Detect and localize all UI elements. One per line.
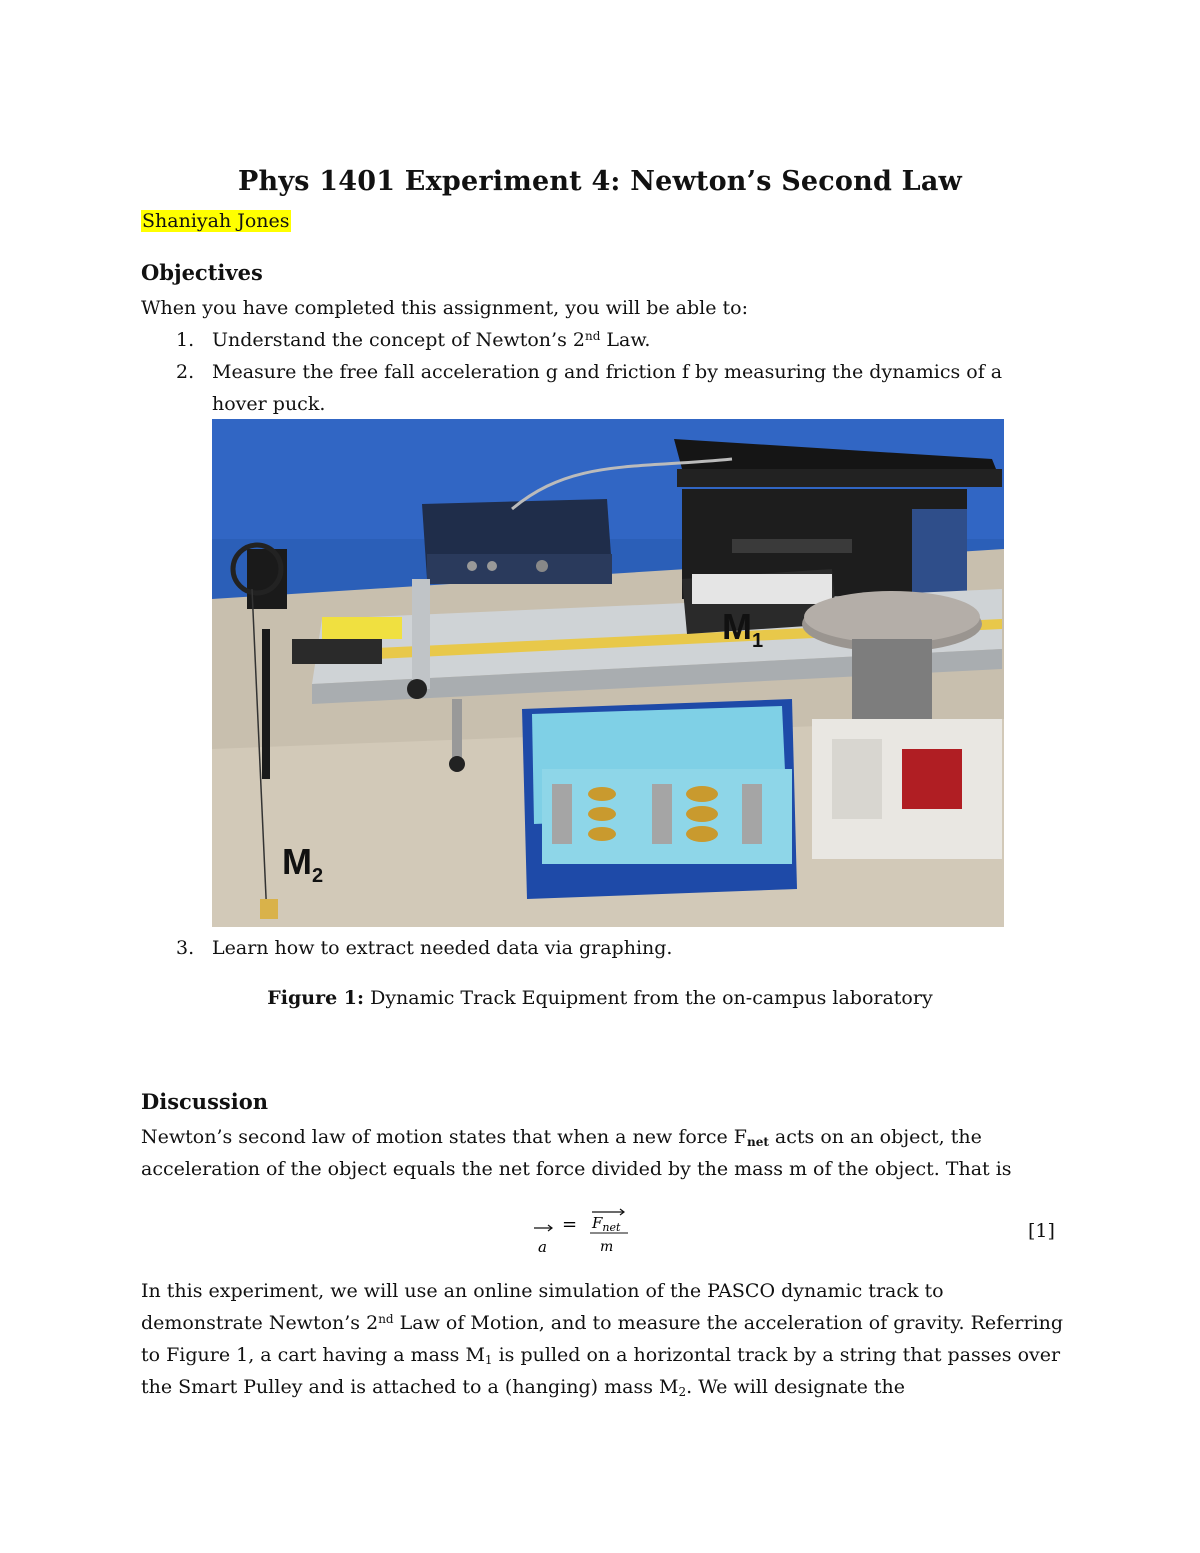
objectives-intro: When you have completed this assignment, you will be able to:	[141, 297, 748, 319]
figure-label-m2: $M_2$	[282, 841, 324, 887]
discussion-paragraph-2: In this experiment, we will use an online simulation of the PASCO dynamic track to demonstrate Newton’s 2nd Law of Motion, and to measure the acceleration of gravity. Referring to Figure 1, a cart having a mass $M_1$ is pulled on a horizontal track by a string that passes over the Smart Pulley and is attached to a (hanging) mass $M_2$. We will designate the	[141, 1280, 1064, 1399]
list-item: 3. Learn how to extract needed data via graphing.	[176, 937, 673, 959]
equation-number: [1]	[1028, 1220, 1055, 1242]
equation-numerator: $F_{net}$	[592, 1214, 621, 1234]
list-item: 2. Measure the free fall acceleration g and friction f by measuring the dynamics of a hover puck.	[176, 361, 1003, 415]
equation-lhs: a	[538, 1238, 547, 1256]
list-item: 1. Understand the concept of Newton’s 2nd Law.	[176, 329, 651, 351]
equation-denominator: m	[600, 1239, 614, 1255]
author-name: Shaniyah Jones	[142, 210, 290, 232]
equation-newton-second-law	[520, 1208, 660, 1258]
figure-caption: Figure 1: Dynamic Track Equipment from the on-campus laboratory	[267, 987, 933, 1009]
objectives-heading: Objectives	[141, 260, 263, 285]
objectives-list-continued	[141, 932, 1041, 964]
objectives-list	[141, 324, 1041, 420]
discussion-paragraph-1: Newton’s second law of motion states that when a new force $F_{net}$ acts on an object, the acceleration of the object equals the net force divided by the mass m of the object. That is	[141, 1126, 1012, 1180]
discussion-heading: Discussion	[141, 1089, 268, 1114]
page-title: Phys 1401 Experiment 4: Newton’s Second Law	[238, 166, 962, 197]
figure-label-m1: $M_1$	[722, 606, 764, 652]
figure-dynamic-track-photo	[212, 419, 1004, 927]
equation-equals: =	[562, 1214, 578, 1235]
